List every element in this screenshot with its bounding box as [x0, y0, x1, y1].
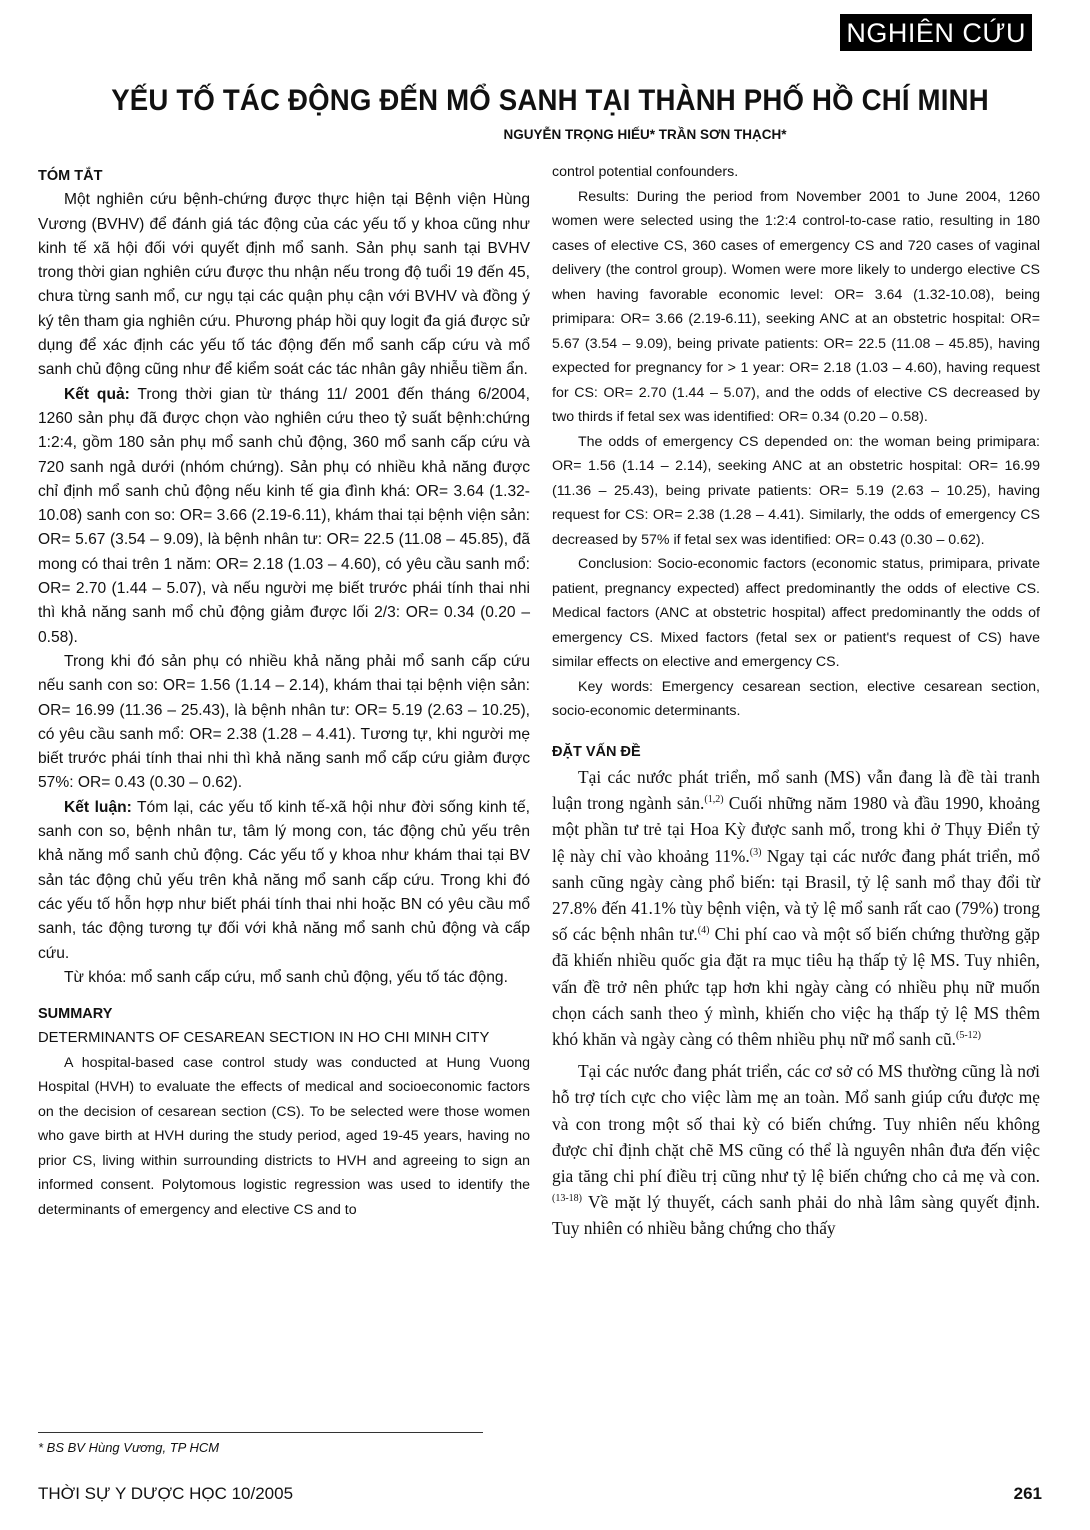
tom-tat-intro: Một nghiên cứu bệnh-chứng được thực hiện tại Bệnh viện Hùng Vương (BVHV) để đánh giá tác động của các yếu tố y khoa cũng như kinh tế xã hội đối với quyết định mổ sanh. Sản phụ sanh tại BVHV trong thời gian nghiên cứu được thu nhận nếu trong độ tuổi 19 đến 45, chưa từng sanh mổ, cư ngụ tại các quận phụ cận với BVHV và đồng ý ký tên tham gia nghiên cứu. Phương pháp hồi quy logit đa giá được sử dụng để xác định các yếu tố tác động đến mổ sanh cấp cứu và mổ sanh chủ động cũng như để kiểm soát các tác nhân gây nhiễu tiềm ẩn. — [38, 191, 530, 379]
dat-van-de-p2 — [552, 1058, 1040, 1241]
results-label: Kết quả: — [64, 385, 130, 403]
tom-tat-keywords: Từ khóa: mổ sanh cấp cứu, mổ sanh chủ động, yếu tố tác động. — [64, 968, 508, 986]
footnote: * BS BV Hùng Vương, TP HCM — [38, 1440, 220, 1455]
text: Tại các nước phát triển, mổ sanh (MS) vẫn đang là đề tài tranh luận trong ngành sản. — [552, 767, 1040, 814]
results-text: Trong thời gian từ tháng 11/ 2001 đến tháng 6/2004, 1260 sản phụ đã được chọn vào nghiên cứu theo tỷ suất bệnh:chứng 1:2:4, gồm 180 sản phụ mổ sanh chủ động, 360 mổ sanh cấp cứu và 720 sanh ngả dưới (nhóm chứng). Sản phụ có nhiều khả năng được chỉ định mổ sanh chủ động nếu kinh tế gia đình khá: OR= 3.64 (1.32-10.08) sanh con so: OR= 3.66 (2.19-6.11), khám thai tại bệnh viện sản: OR= 5.67 (3.54 – 9.09), là bệnh nhân tư: OR= 22.5 (11.08 – 45.85), đã mong có thai trên 1 năm: OR= 2.18 (1.03 – 4.60), có yêu cầu sanh mổ: OR= 2.70 (1.44 – 5.07), và nếu người mẹ biết trước phái tính thai nhi thì khả năng sanh mổ chủ động giảm được lối 2/3: OR= 0.34 (0.20 – 0.58). — [38, 385, 531, 646]
tom-tat-results — [38, 383, 530, 650]
text: Cuối những năm 1980 và đầu 1990, khoảng một phần tư trẻ tại Hoa Kỳ được sanh mổ, trong khi ở Thụy Điển tỷ lệ này chỉ vào khoảng 11%. — [552, 793, 1040, 866]
section-label: NGHIÊN CỨU — [840, 14, 1032, 51]
dat-van-de-heading: ĐẶT VẤN ĐỀ — [552, 743, 641, 760]
summary-emergency: The odds of emergency CS depended on: the woman being primipara: OR= 1.56 (1.14 – 2.14), seeking ANC at an obstetric hospital: OR= 16.99 (11.36 – 25.43), being private patients: OR= 5.19 (2.63 – 10.25), having request for CS: OR= 2.38 (1.28 – 4.41). Similarly, the odds of emergency CS decreased by 57% if fetal sex was identified: OR= 0.43 (0.30 – 0.62). — [552, 433, 1040, 548]
left-column — [38, 164, 530, 1222]
tom-tat-emergency: Trong khi đó sản phụ có nhiều khả năng phải mổ sanh cấp cứu nếu sanh con so: OR= 1.56 (1.14 – 2.14), khám thai tại bệnh viện sản: OR= 16.99 (11.36 – 25.43), là bệnh nhân tư: OR= 5.19 (2.63 – 10.25), có yêu cầu sanh mổ: OR= 2.38 (1.28 – 4.41). Tương tự, khi người mẹ biết trước phái tính thai nhi thì khả năng sanh mổ cấp cứu giảm được 57%: OR= 0.43 (0.30 – 0.62). — [38, 652, 530, 792]
article-title: YẾU TỐ TÁC ĐỘNG ĐẾN MỔ SANH TẠI THÀNH PHỐ HỒ CHÍ MINH — [111, 84, 989, 117]
summary-keywords: Key words: Emergency cesarean section, elective cesarean section, socio-economic determinants. — [552, 678, 1040, 719]
tom-tat-conclusion — [38, 796, 530, 966]
text: Tại các nước đang phát triển, các cơ sở có MS thường cũng là nơi hỗ trợ tích cực cho việc làm mẹ an toàn. Mổ sanh giúp cứu được mẹ và con trong một số thai kỳ có biến chứng. Tuy nhiên nếu không được chỉ định chặt chẽ MS cũng có thể là nguyên nhân đưa đến việc gia tăng chi phí điều trị cũng như tỷ lệ biến chứng cho cả mẹ và con. — [552, 1061, 1040, 1187]
dat-van-de-p1 — [552, 764, 1040, 1052]
footnote-divider — [38, 1432, 483, 1433]
conclusion-text: Tóm lại, các yếu tố kinh tế-xã hội như đời sống kinh tế, sanh con so, bệnh nhân tư, tâm lý mong con, tác động chủ yếu trên khả năng mổ sanh chủ động. Các yếu tố y khoa như khám thai tại BV sản tác động chủ yếu trên khả năng mổ sanh cấp cứu. Trong khi đó các yếu tố hỗn hợp như biết phái tính thai nhi hoặc BN có yêu cầu mổ sanh, tác động tương tự đối với khả năng mổ sanh chủ động và cấp cứu. — [38, 798, 531, 962]
summary-intro: A hospital-based case control study was conducted at Hung Vuong Hospital (HVH) to evaluate the effects of medical and socioeconomic factors on the decision of cesarean section (CS). To be selected were those women who gave birth at HVH during the study period, aged 19-45 years, having no prior CS, living within surrounding districts to HVH and agreeing to sign an informed consent. Polytomous logistic regression was used to identify the determinants of emergency and elective CS and to — [38, 1054, 530, 1218]
citation: (5-12) — [956, 1030, 982, 1042]
citation: (13-18) — [552, 1193, 582, 1205]
text: Ngay tại các nước đang phát triển, mổ sanh cũng ngày càng phổ biến: tại Brasil, tỷ lệ sanh mổ thay đổi từ 27.8% đến 41.1% tùy bệnh viện, và tỷ lệ mổ sanh rất cao (79%) trong số các bệnh nhân tư. — [552, 845, 1041, 945]
citation: (4) — [697, 925, 710, 937]
tom-tat-heading: TÓM TẮT — [38, 168, 103, 184]
citation: (1,2) — [704, 794, 724, 806]
authors: NGUYỄN TRỌNG HIẾU* TRẦN SƠN THẠCH* — [503, 127, 787, 142]
page-number: 261 — [1013, 1484, 1042, 1503]
conclusion-label: Kết luận: — [64, 798, 132, 816]
citation: (3) — [749, 846, 762, 858]
text: Chi phí cao và một số biến chứng thường gặp đã khiến nhiều quốc gia đặt ra mục tiêu hạ thấp tỷ lệ MS. Tuy nhiên, vấn đề trở nên phức tạp hơn khi ngày càng có nhiều phụ nữ muốn chọn cách sanh theo ý mình, khiến cho việc hạ thấp tỷ lệ MS thêm khó khăn và ngày càng có thêm nhiều phụ nữ mổ sanh cũ. — [552, 924, 1040, 1050]
journal-name: THỜI SỰ Y DƯỢC HỌC 10/2005 — [38, 1484, 294, 1503]
summary-subtitle: DETERMINANTS OF CESAREAN SECTION IN HO CHI MINH CITY — [38, 1030, 490, 1047]
right-column — [552, 160, 1040, 1242]
summary-conclusion: Conclusion: Socio-economic factors (economic status, primipara, private patient, pregnancy expected) affect predominantly the odds of elective CS. Medical factors (ANC at obstetric hospital) affect predominantly the odds of emergency CS. Mixed factors (fetal sex or patient's request of CS) have similar effects on elective and emergency CS. — [552, 556, 1040, 670]
summary-heading: SUMMARY — [38, 1006, 113, 1023]
text: Về mặt lý thuyết, cách sanh phải do nhà lâm sàng quyết định. Tuy nhiên có nhiều bằng chứng cho thấy — [552, 1192, 1040, 1239]
summary-results: Results: During the period from November 2001 to June 2004, 1260 women were selected using the 1:2:4 control-to-case ratio, resulting in 180 cases of elective CS, 360 cases of emergency CS and 720 cases of vaginal delivery (the control group). Women were more likely to undergo elective CS when having favorable economic level: OR= 3.64 (1.32-10.08), being primipara: OR= 3.66 (2.19-6.11), seeking ANC at an obstetric hospital: OR= 5.67 (3.54 – 9.09), being private patients: OR= 22.5 (11.08 – 45.85), having expected for pregnancy for > 1 year: OR= 2.18 (1.03 – 4.60), having request for CS: OR= 2.70 (1.44 – 5.07), and the odds of elective CS decreased by two thirds if fetal sex was identified: OR= 0.34 (0.20 – 0.58). — [552, 188, 1040, 425]
summary-intro-continued: control potential confounders. — [552, 164, 739, 180]
